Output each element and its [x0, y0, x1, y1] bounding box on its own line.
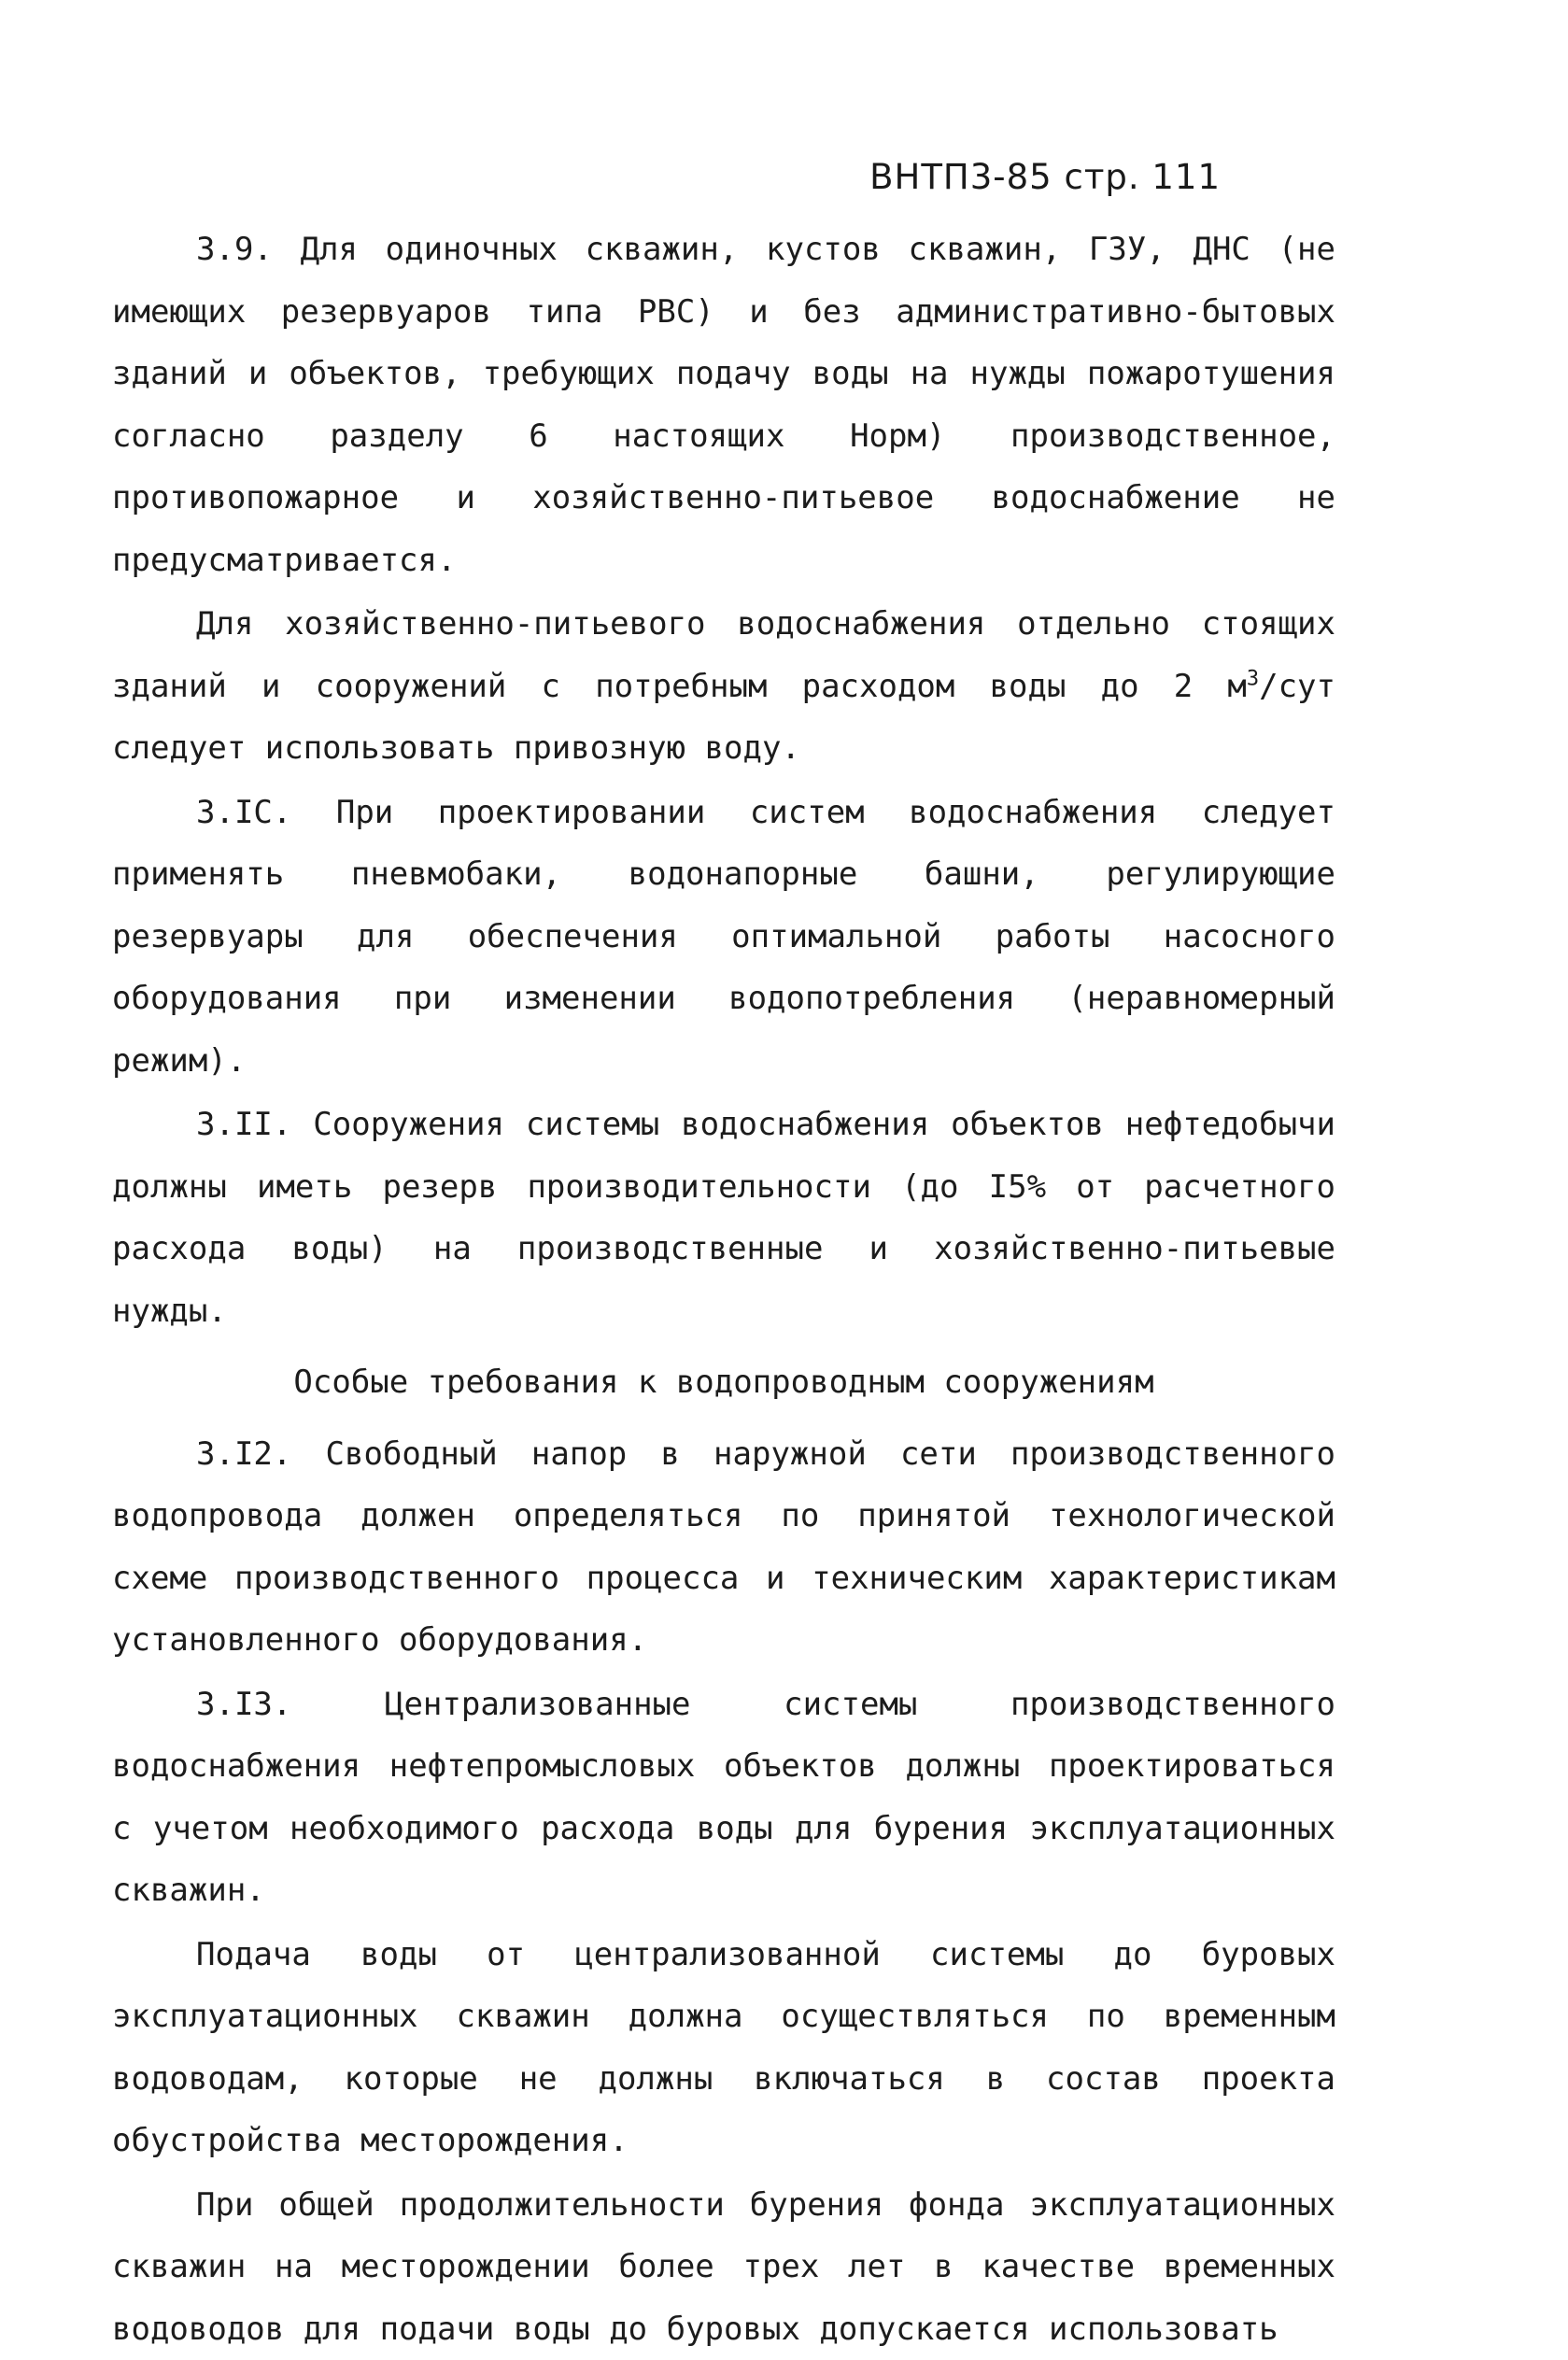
paragraph-number: 3.II. — [196, 1106, 291, 1143]
paragraph-text: Подача воды от централизованной системы до буровых эксплуатационных скважин должна осуществляться по временным водоводам, которые не должны включаться в состав проекта обустройства месторождения. — [112, 1936, 1354, 2160]
paragraph-3-11 — [112, 1094, 1335, 1342]
paragraph-text: Для хозяйственно-питьевого водоснабжения отдельно стоящих зданий и сооружений с потребным расходом воды до 2 м — [112, 605, 1354, 705]
paragraph-number: 3.IC. — [196, 794, 291, 831]
section-heading: Особые требования к водопроводным сооружениям — [112, 1351, 1335, 1414]
paragraph-number: 3.I3. — [196, 1686, 291, 1723]
paragraph-text: /сут следует использовать привозную воду. — [112, 668, 1354, 768]
paragraph-drinking-water — [112, 593, 1335, 780]
superscript: 3 — [1247, 667, 1259, 690]
paragraph-text: При общей продолжительности бурения фонда эксплуатационных скважин на месторождении более трех лет в качестве временных водоводов для подачи воды до буровых допускается использовать — [112, 2186, 1354, 2348]
paragraph-3-12 — [112, 1423, 1335, 1672]
paragraph-drilling-duration — [112, 2174, 1335, 2360]
paragraph-text: Централизованные системы производственного водоснабжения нефтепромысловых объектов должны проектироваться с учетом необходимого расхода воды для бурения эксплуатационных скважин. — [112, 1686, 1354, 1910]
paragraph-3-13 — [112, 1674, 1335, 1922]
paragraph-3-9 — [112, 219, 1335, 591]
body-text — [112, 219, 1335, 2360]
paragraph-text: Для одиночных скважин, кустов скважин, ГЗУ, ДНС (не имеющих резервуаров типа РВС) и без административно-бытовых зданий и объектов, требующих подачу воды на нужды пожаротушения согласно разделу 6 настоящих Норм) производственное, противопожарное и хозяйственно-питьевое водоснабжение не предусматривается. — [112, 231, 1354, 579]
paragraph-text: Сооружения системы водоснабжения объектов нефтедобычи должны иметь резерв производительности (до I5% от расчетного расхода воды) на производственные и хозяйственно-питьевые нужды. — [112, 1106, 1354, 1330]
paragraph-number: 3.9. — [196, 231, 273, 268]
paragraph-number: 3.I2. — [196, 1435, 291, 1473]
paragraph-text: При проектировании систем водоснабжения следует применять пневмобаки, водонапорные башни, регулирующие резервуары для обеспечения оптимальной работы насосного оборудования при изменении водопотребления (неравномерный режим). — [112, 794, 1354, 1080]
page-header-code: ВНТП3-85 стр. 111 — [869, 157, 1221, 197]
paragraph-water-supply — [112, 1924, 1335, 2172]
paragraph-3-10 — [112, 782, 1335, 1093]
paragraph-text: Свободный напор в наружной сети производственного водопровода должен определяться по принятой технологической схеме производственного процесса и техническим характеристикам установленного оборудования. — [112, 1435, 1354, 1660]
